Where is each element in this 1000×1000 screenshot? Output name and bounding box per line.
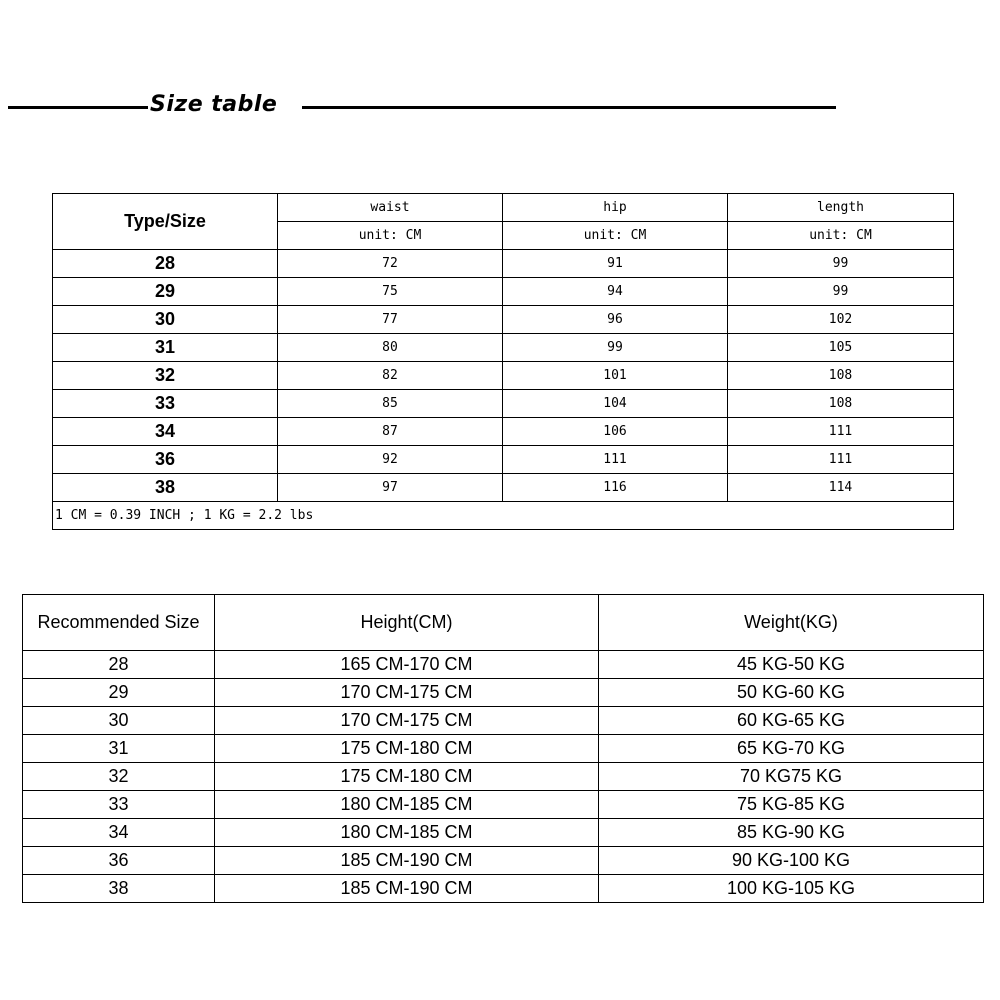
hip-unit: unit: CM — [503, 222, 728, 250]
table-row — [23, 763, 984, 791]
hip-cell: 106 — [503, 418, 728, 446]
hip-cell: 99 — [503, 334, 728, 362]
recommended-size-table — [22, 594, 984, 903]
table-row — [53, 362, 954, 390]
size-cell: 33 — [53, 390, 278, 418]
size-cell: 32 — [23, 763, 215, 791]
table-row — [23, 875, 984, 903]
size-cell: 36 — [53, 446, 278, 474]
height-cell: 185 CM-190 CM — [215, 875, 599, 903]
height-header: Height(CM) — [215, 595, 599, 651]
table-row — [53, 250, 954, 278]
hip-cell: 101 — [503, 362, 728, 390]
hip-header: hip — [503, 194, 728, 222]
size-cell: 31 — [23, 735, 215, 763]
weight-cell: 100 KG-105 KG — [599, 875, 984, 903]
table-row — [23, 707, 984, 735]
table-row — [23, 819, 984, 847]
weight-header: Weight(KG) — [599, 595, 984, 651]
waist-cell: 92 — [278, 446, 503, 474]
weight-cell: 65 KG-70 KG — [599, 735, 984, 763]
table-row — [53, 334, 954, 362]
height-cell: 170 CM-175 CM — [215, 707, 599, 735]
hip-cell: 94 — [503, 278, 728, 306]
table-row — [53, 306, 954, 334]
table-row — [53, 474, 954, 502]
waist-cell: 87 — [278, 418, 503, 446]
height-cell: 180 CM-185 CM — [215, 819, 599, 847]
table-row — [23, 735, 984, 763]
hip-cell: 104 — [503, 390, 728, 418]
recommended-size-header: Recommended Size — [23, 595, 215, 651]
conversion-note: 1 CM = 0.39 INCH ; 1 KG = 2.2 lbs — [53, 502, 954, 530]
size-table — [52, 193, 954, 530]
size-cell: 28 — [23, 651, 215, 679]
table-row — [53, 418, 954, 446]
height-cell: 170 CM-175 CM — [215, 679, 599, 707]
table-row — [23, 651, 984, 679]
hip-cell: 111 — [503, 446, 728, 474]
length-cell: 99 — [728, 250, 954, 278]
size-cell: 29 — [23, 679, 215, 707]
waist-cell: 97 — [278, 474, 503, 502]
waist-cell: 82 — [278, 362, 503, 390]
title-rule-right — [302, 106, 836, 109]
table-row — [53, 390, 954, 418]
height-cell: 175 CM-180 CM — [215, 735, 599, 763]
table-row — [23, 791, 984, 819]
length-unit: unit: CM — [728, 222, 954, 250]
size-cell: 38 — [53, 474, 278, 502]
waist-unit: unit: CM — [278, 222, 503, 250]
height-cell: 185 CM-190 CM — [215, 847, 599, 875]
weight-cell: 50 KG-60 KG — [599, 679, 984, 707]
size-cell: 33 — [23, 791, 215, 819]
length-header: length — [728, 194, 954, 222]
weight-cell: 90 KG-100 KG — [599, 847, 984, 875]
length-cell: 108 — [728, 362, 954, 390]
height-cell: 175 CM-180 CM — [215, 763, 599, 791]
weight-cell: 60 KG-65 KG — [599, 707, 984, 735]
waist-cell: 72 — [278, 250, 503, 278]
weight-cell: 75 KG-85 KG — [599, 791, 984, 819]
waist-cell: 80 — [278, 334, 503, 362]
title-rule-left — [8, 106, 148, 109]
size-cell: 31 — [53, 334, 278, 362]
type-size-header: Type/Size — [53, 194, 278, 250]
waist-cell: 77 — [278, 306, 503, 334]
size-cell: 38 — [23, 875, 215, 903]
hip-cell: 91 — [503, 250, 728, 278]
waist-cell: 85 — [278, 390, 503, 418]
size-cell: 34 — [23, 819, 215, 847]
table-row — [23, 847, 984, 875]
waist-header: waist — [278, 194, 503, 222]
weight-cell: 45 KG-50 KG — [599, 651, 984, 679]
length-cell: 102 — [728, 306, 954, 334]
weight-cell: 85 KG-90 KG — [599, 819, 984, 847]
length-cell: 108 — [728, 390, 954, 418]
table-row — [53, 446, 954, 474]
length-cell: 111 — [728, 418, 954, 446]
hip-cell: 96 — [503, 306, 728, 334]
length-cell: 111 — [728, 446, 954, 474]
size-cell: 30 — [23, 707, 215, 735]
page-title: Size table — [150, 92, 278, 117]
size-cell: 36 — [23, 847, 215, 875]
waist-cell: 75 — [278, 278, 503, 306]
length-cell: 105 — [728, 334, 954, 362]
length-cell: 99 — [728, 278, 954, 306]
size-cell: 29 — [53, 278, 278, 306]
weight-cell: 70 KG75 KG — [599, 763, 984, 791]
size-cell: 32 — [53, 362, 278, 390]
height-cell: 180 CM-185 CM — [215, 791, 599, 819]
height-cell: 165 CM-170 CM — [215, 651, 599, 679]
size-cell: 30 — [53, 306, 278, 334]
table-row — [23, 679, 984, 707]
hip-cell: 116 — [503, 474, 728, 502]
size-cell: 28 — [53, 250, 278, 278]
table-row — [53, 278, 954, 306]
length-cell: 114 — [728, 474, 954, 502]
size-cell: 34 — [53, 418, 278, 446]
